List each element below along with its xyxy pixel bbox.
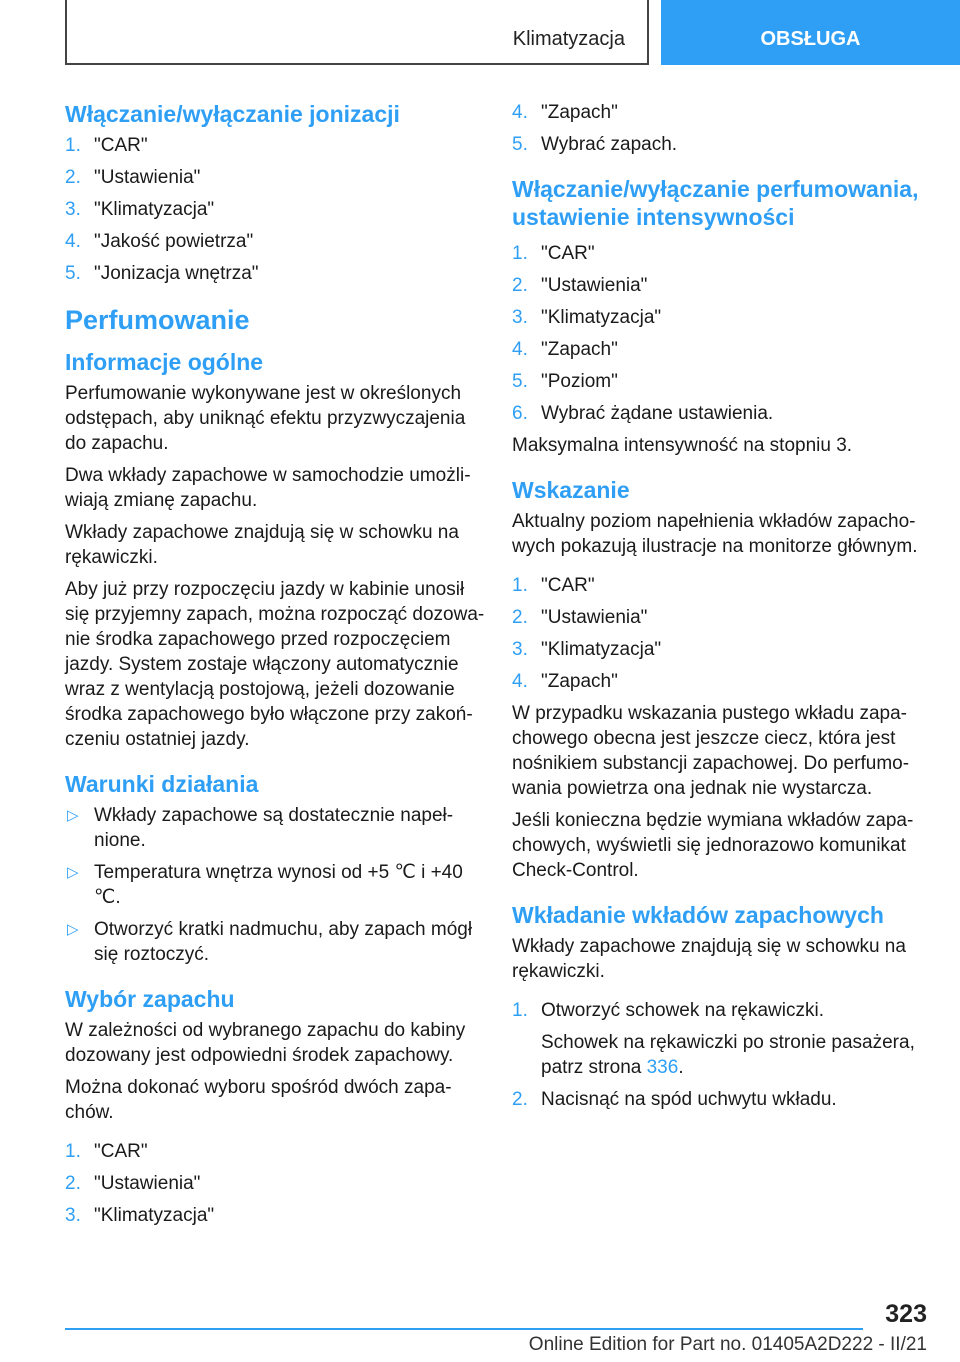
triangle-bullet-icon: ▷ xyxy=(67,807,79,824)
list-item: 5. "Poziom" xyxy=(512,371,618,392)
list-item: ▷ Wkłady zapachowe są dostatecznie napełnione. xyxy=(67,805,454,851)
heading-inserting: Wkładanie wkładów zapachowych xyxy=(512,902,884,928)
header-box xyxy=(65,0,649,65)
inserting-steps xyxy=(512,998,922,1112)
scent-choice-steps xyxy=(65,1139,485,1228)
paragraph: Wkłady zapachowe znajdują się w schowku na rękawiczki. xyxy=(512,936,906,982)
list-item: 4. "Jakość powietrza" xyxy=(65,231,254,252)
paragraph: Można dokonać wyboru spośród dwóch zapachów. xyxy=(65,1077,452,1123)
paragraph: W zależności od wybranego zapachu do kabiny dozowany jest odpowiedni środek zapachowy. xyxy=(65,1020,466,1066)
list-item: 1. Otworzyć schowek na rękawiczki. Schowek na rękawiczki po stronie pasażera, patrz strona 336. xyxy=(512,998,922,1080)
paragraph: Wkłady zapachowe znajdują się w schowku na rękawiczki. xyxy=(65,522,459,568)
list-item: 2. "Ustawienia" xyxy=(512,275,648,296)
paragraph: Perfumowanie wykonywane jest w określonych odstępach, aby uniknąć efektu przyzwyczajenia do zapachu. xyxy=(65,383,466,454)
conditions-list xyxy=(65,803,485,967)
list-item: 4. "Zapach" xyxy=(512,339,618,360)
footer-divider xyxy=(65,1328,863,1330)
list-item: 3. "Klimatyzacja" xyxy=(512,307,662,328)
heading-general-info: Informacje ogólne xyxy=(65,349,264,375)
heading-scent-choice: Wybór zapachu xyxy=(65,986,235,1012)
list-item: 3. "Klimatyzacja" xyxy=(65,199,215,220)
right-column xyxy=(512,100,922,1119)
display-steps xyxy=(512,573,922,694)
left-column xyxy=(65,100,485,1235)
triangle-bullet-icon: ▷ xyxy=(67,921,79,938)
paragraph: Maksymalna intensywność na stopniu 3. xyxy=(512,435,853,456)
list-item: 2. "Ustawienia" xyxy=(512,607,648,628)
triangle-bullet-icon: ▷ xyxy=(67,864,79,881)
section-title: Klimatyzacja xyxy=(512,28,625,50)
list-item: 1. "CAR" xyxy=(512,243,595,264)
list-item: 4. "Zapach" xyxy=(512,671,618,692)
list-item: 1. "CAR" xyxy=(65,1141,148,1162)
scent-choice-steps-cont xyxy=(512,100,922,157)
list-item: ▷ Otworzyć kratki nadmuchu, aby zapach mógł się roztoczyć. xyxy=(67,919,473,965)
list-item: 4. "Zapach" xyxy=(512,102,618,123)
paragraph: Dwa wkłady zapachowe w samochodzie umożliwiają zmianę zapachu. xyxy=(65,465,471,511)
heading-perfuming: Perfumowanie xyxy=(65,305,250,335)
list-item: 6. Wybrać żądane ustawienia. xyxy=(512,403,774,424)
step-detail: Schowek na rękawiczki po stronie pasażera, patrz strona 336. xyxy=(541,1032,915,1078)
ionization-steps xyxy=(65,133,485,286)
list-item: 3. "Klimatyzacja" xyxy=(65,1205,215,1226)
list-item: 3. "Klimatyzacja" xyxy=(512,639,662,660)
paragraph: W przypadku wskazania pustego wkładu zapachowego obecna jest jeszcze ciecz, która jest nośnikiem substancji zapachowej. Do perfumowania powietrza ona jednak nie wystarcza. xyxy=(512,703,910,799)
chapter-tab-label: OBSŁUGA xyxy=(760,28,861,50)
page-reference-link[interactable]: 336 xyxy=(646,1057,679,1078)
list-item: 2. "Ustawienia" xyxy=(65,167,201,188)
list-item: 2. "Ustawienia" xyxy=(65,1173,201,1194)
paragraph: Jeśli konieczna będzie wymiana wkładów zapachowych, wyświetli się jednorazowo komunikat Check-Control. xyxy=(512,810,914,881)
paragraph: Aby już przy rozpoczęciu jazdy w kabinie unosił się przyjemny zapach, można rozpocząć dozowanie środka zapachowego przed rozpoczęciem jazdy. System zostaje włączony automatycznie wraz z wentylacją postojową, jeżeli dozowanie środka zapachowego było włączone przy zakończeniu ostatniej jazdy. xyxy=(65,579,485,750)
footer-edition: Online Edition for Part no. 01405A2D222 - II/21 xyxy=(528,1334,927,1355)
list-item: 5. "Jonizacja wnętrza" xyxy=(65,263,259,284)
list-item: ▷ Temperatura wnętrza wynosi od +5 ℃ i +40 ℃. xyxy=(67,862,463,908)
list-item: 2. Nacisnąć na spód uchwytu wkładu. xyxy=(512,1089,837,1110)
heading-intensity: Włączanie/wyłączanie perfumowania, ustawienie intensywności xyxy=(512,176,919,230)
heading-ionization: Włączanie/wyłączanie jonizacji xyxy=(65,101,400,127)
page-number: 323 xyxy=(885,1300,927,1328)
list-item: 1. "CAR" xyxy=(512,575,595,596)
intensity-steps xyxy=(512,241,922,426)
list-item: 5. Wybrać zapach. xyxy=(512,134,678,155)
paragraph: Aktualny poziom napełnienia wkładów zapachowych pokazują ilustracje na monitorze głównym. xyxy=(512,511,918,557)
list-item: 1. "CAR" xyxy=(65,135,148,156)
heading-conditions: Warunki działania xyxy=(65,771,259,797)
heading-display: Wskazanie xyxy=(512,477,630,503)
chapter-tab[interactable] xyxy=(661,0,960,65)
